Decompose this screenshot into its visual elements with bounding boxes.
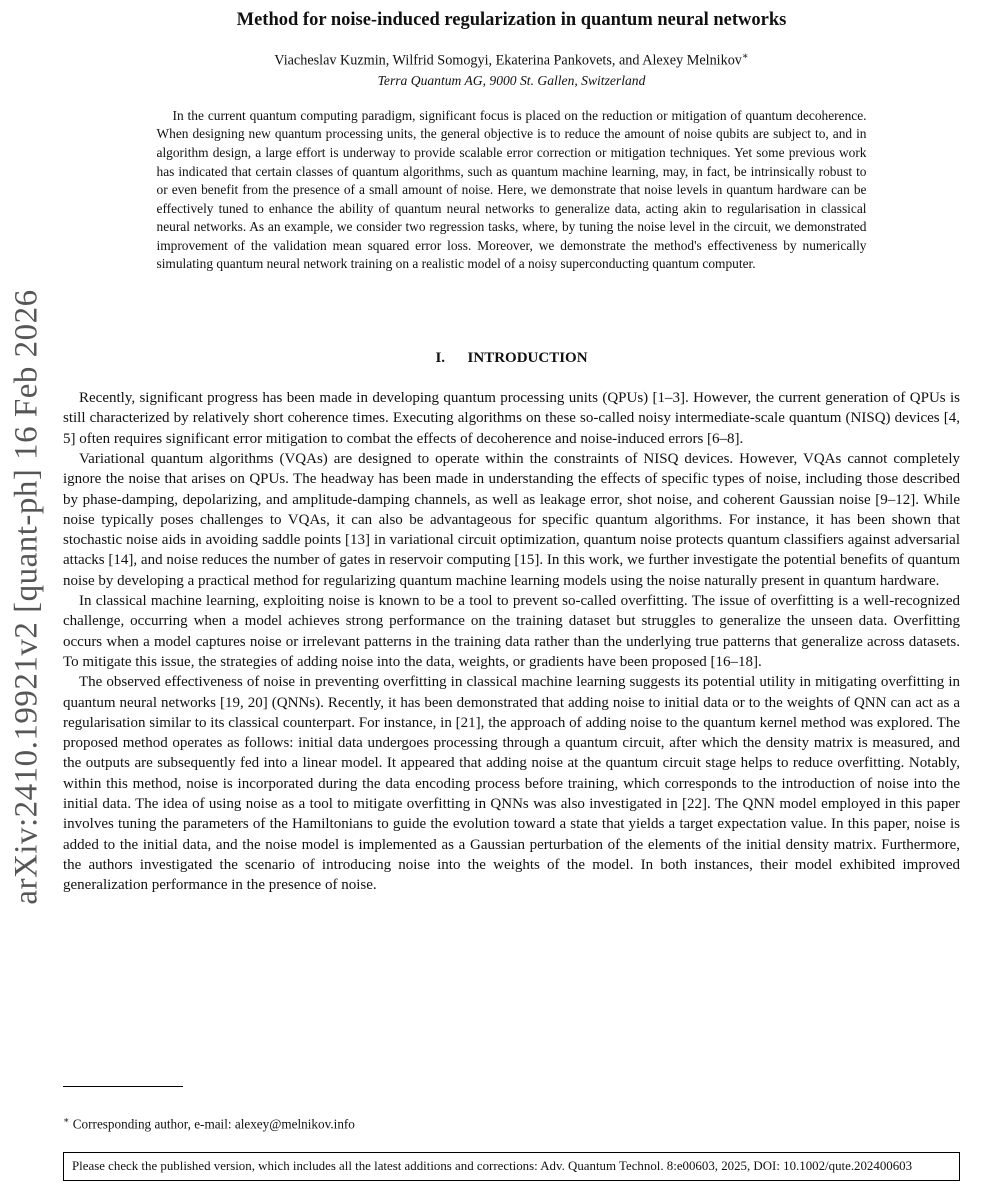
abstract: In the current quantum computing paradigm, significant focus is placed on the reduction or mitigation of quantum decoherence. When designing new quantum processing units, the general objective is to reduce the amount of noise qubits are subject to, and in algorithm design, a large effort is underway to provide scalable error correction or mitigation techniques. Yet some previous work has indicated that certain classes of quantum algorithms, such as quantum machine learning, may, in fact, be intrinsically robust to or even benefit from the presence of a small amount of noise. Here, we demonstrate that noise levels in quantum hardware can be effectively tuned to enhance the ability of quantum neural networks to generalize data, acting akin to regularisation in classical neural networks. As an example, we consider two regression tasks, where, by tuning the noise level in the circuit, we demonstrated improvement of the validation mean squared error loss. Moreover, we demonstrate the method's effectiveness by numerically simulating quantum neural network training on a realistic model of a noisy superconducting quantum computer. [156, 107, 867, 272]
corresponding-author-footnote [63, 1113, 960, 1132]
arxiv-identifier-watermark: arXiv:2410.19921v2 [quant-ph] 16 Feb 2026 [8, 289, 45, 905]
affiliation: Terra Quantum AG, 9000 St. Gallen, Switzerland [377, 72, 646, 88]
footnote-text: Corresponding author, e-mail: alexey@melnikov.info [72, 1116, 355, 1132]
intro-paragraph-3: In classical machine learning, exploiting noise is known to be a tool to prevent so-called overfitting. The issue of overfitting is a well-recognized challenge, occurring when a model achieves strong performance on the training dataset but struggles to generalize the unseen data. Overfitting occurs when a model captures noise or irrelevant patterns in the training data rather than the underlying true patterns that generalize across datasets. To mitigate this issue, the strategies of adding noise into the data, weights, or gradients have been proposed [16–18]. [63, 593, 960, 670]
section-title: INTRODUCTION [467, 350, 588, 367]
footnote-rule [63, 1086, 183, 1087]
paper-title: Method for noise-induced regularization in quantum neural networks [236, 10, 787, 30]
published-version-notice: Please check the published version, which includes all the latest additions and corrections: Adv. Quantum Technol. 8:e00603, 2025, DOI: 10.1002/qute.202400603 [63, 1152, 960, 1181]
intro-paragraph-1: Recently, significant progress has been made in developing quantum processing units (QPUs) [1–3]. However, the current generation of QPUs is still characterized by relatively short coherence times. Executing algorithms on these so-called noisy intermediate-scale quantum (NISQ) devices [4, 5] often requires significant error mitigation to combat the effects of decoherence and noise-induced errors [6–8]. [63, 390, 960, 447]
paper-content-column [63, 0, 960, 896]
authors-line [63, 48, 960, 70]
authors-names: Viacheslav Kuzmin, Wilfrid Somogyi, Ekaterina Pankovets, and Alexey Melnikov [274, 52, 742, 69]
intro-paragraph-2: Variational quantum algorithms (VQAs) are designed to operate within the constraints of NISQ devices. However, VQAs cannot completely ignore the noise that arises on QPUs. The headway has been made in understanding the effects of specific types of noise, including those described by phase-damping, depolarizing, and amplitude-damping channels, as well as leakage error, shot noise, and coherent Gaussian noise [9–12]. While noise typically poses challenges to VQAs, it can also be advantageous for specific quantum algorithms. For instance, it has been shown that stochastic noise aids in avoiding saddle points [13] in variational circuit optimization, quantum noise protects quantum classifiers against adversarial attacks [14], and noise reduces the number of gates in reservoir computing [15]. In this work, we further investigate the potential benefits of quantum noise by developing a practical method for regularizing quantum machine learning models using the noise naturally present in quantum hardware. [63, 450, 960, 589]
intro-paragraph-4: The observed effectiveness of noise in preventing overfitting in classical machine learning suggests its potential utility in mitigating overfitting in quantum neural networks [19, 20] (QNNs). Recently, it has been demonstrated that adding noise to initial data or to the weights of QNN can act as a regularisation similar to its classical counterpart. For instance, in [21], the approach of adding noise to the quantum kernel method was explored. The proposed method operates as follows: initial data undergoes processing through a quantum circuit, after which the density matrix is measured, and the outputs are subsequently fed into a linear model. It appeared that adding noise at the quantum circuit stage helps to reduce overfitting. Notably, within this method, noise is incorporated during the data encoding process before training, which corresponds to the introduction of noise into the initial data. The idea of using noise as a tool to mitigate overfitting in QNNs was also investigated in [22]. The QNN model employed in this paper involves tuning the parameters of the Hamiltonians to guide the evolution toward a state that yields a target expectation value. In this paper, noise is added to the initial data, and the noise model is implemented as a Gaussian perturbation of the elements of the initial density matrix. Furthermore, the authors investigated the scenario of introducing noise into the weights of the model. In both instances, their model exhibited improved generalization performance in the presence of noise. [63, 674, 960, 894]
footnote-block [63, 1086, 960, 1132]
section-heading-introduction [63, 348, 960, 368]
corresponding-author-mark: ∗ [741, 51, 749, 62]
section-number: I. [435, 350, 446, 367]
footnote-marker: ∗ [63, 1116, 70, 1126]
